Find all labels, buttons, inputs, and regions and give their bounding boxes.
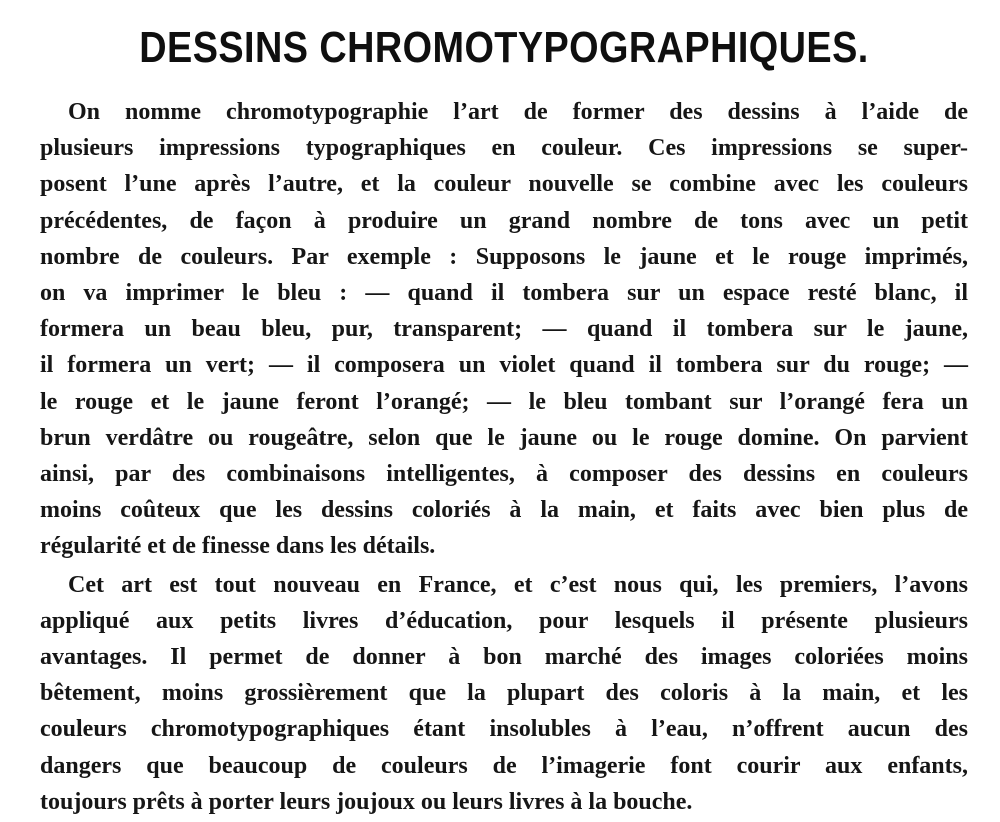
text-line: formera un beau bleu, pur, transparent; — quand il tombera sur le jaune, [40,316,968,343]
text-line: bêtement, moins grossièrement que la plupart des coloris à la main, et les [40,680,968,707]
text-line: moins coûteux que les dessins coloriés à la main, et faits avec bien plus de [40,497,968,524]
text-line: précédentes, de façon à produire un grand nombre de tons avec un petit [40,207,968,234]
text-line: toujours prêts à porter leurs joujoux ou leurs livres à la bouche. [40,788,693,815]
page-title: DESSINS CHROMOTYPOGRAPHIQUES. [139,23,869,72]
text-line: régularité et de finesse dans les détails. [40,533,436,560]
paragraph-2 [40,567,968,820]
text-line: Cet art est tout nouveau en France, et c’est nous qui, les premiers, l’avons [68,571,968,598]
text-line: brun verdâtre ou rougeâtre, selon que le jaune ou le rouge domine. On parvient [40,424,968,451]
text-line: dangers que beaucoup de couleurs de l’imagerie font courir aux enfants, [40,752,968,779]
text-line: nombre de couleurs. Par exemple : Supposons le jaune et le rouge imprimés, [40,243,968,270]
text-line: le rouge et le jaune feront l’orangé; — le bleu tombant sur l’orangé fera un [40,388,968,415]
text-line: On nomme chromotypographie l’art de former des dessins à l’aide de [68,99,968,125]
text-line: il formera un vert; — il composera un violet quand il tombera sur du rouge; — [40,352,968,379]
text-line: posent l’une après l’autre, et la couleur nouvelle se combine avec les couleurs [40,171,968,198]
text-line: avantages. Il permet de donner à bon marché des images coloriées moins [40,644,968,671]
text-line: ainsi, par des combinaisons intelligentes, à composer des dessins en couleurs [40,461,968,488]
text-line: couleurs chromotypographiques étant insolubles à l’eau, n’offrent aucun des [40,716,968,743]
text-line: on va imprimer le bleu : — quand il tombera sur un espace resté blanc, il [40,280,968,307]
text-line: plusieurs impressions typographiques en couleur. Ces impressions se super- [40,135,968,162]
paragraph-1 [40,94,968,565]
text-line: appliqué aux petits livres d’éducation, pour lesquels il présente plusieurs [40,607,968,634]
